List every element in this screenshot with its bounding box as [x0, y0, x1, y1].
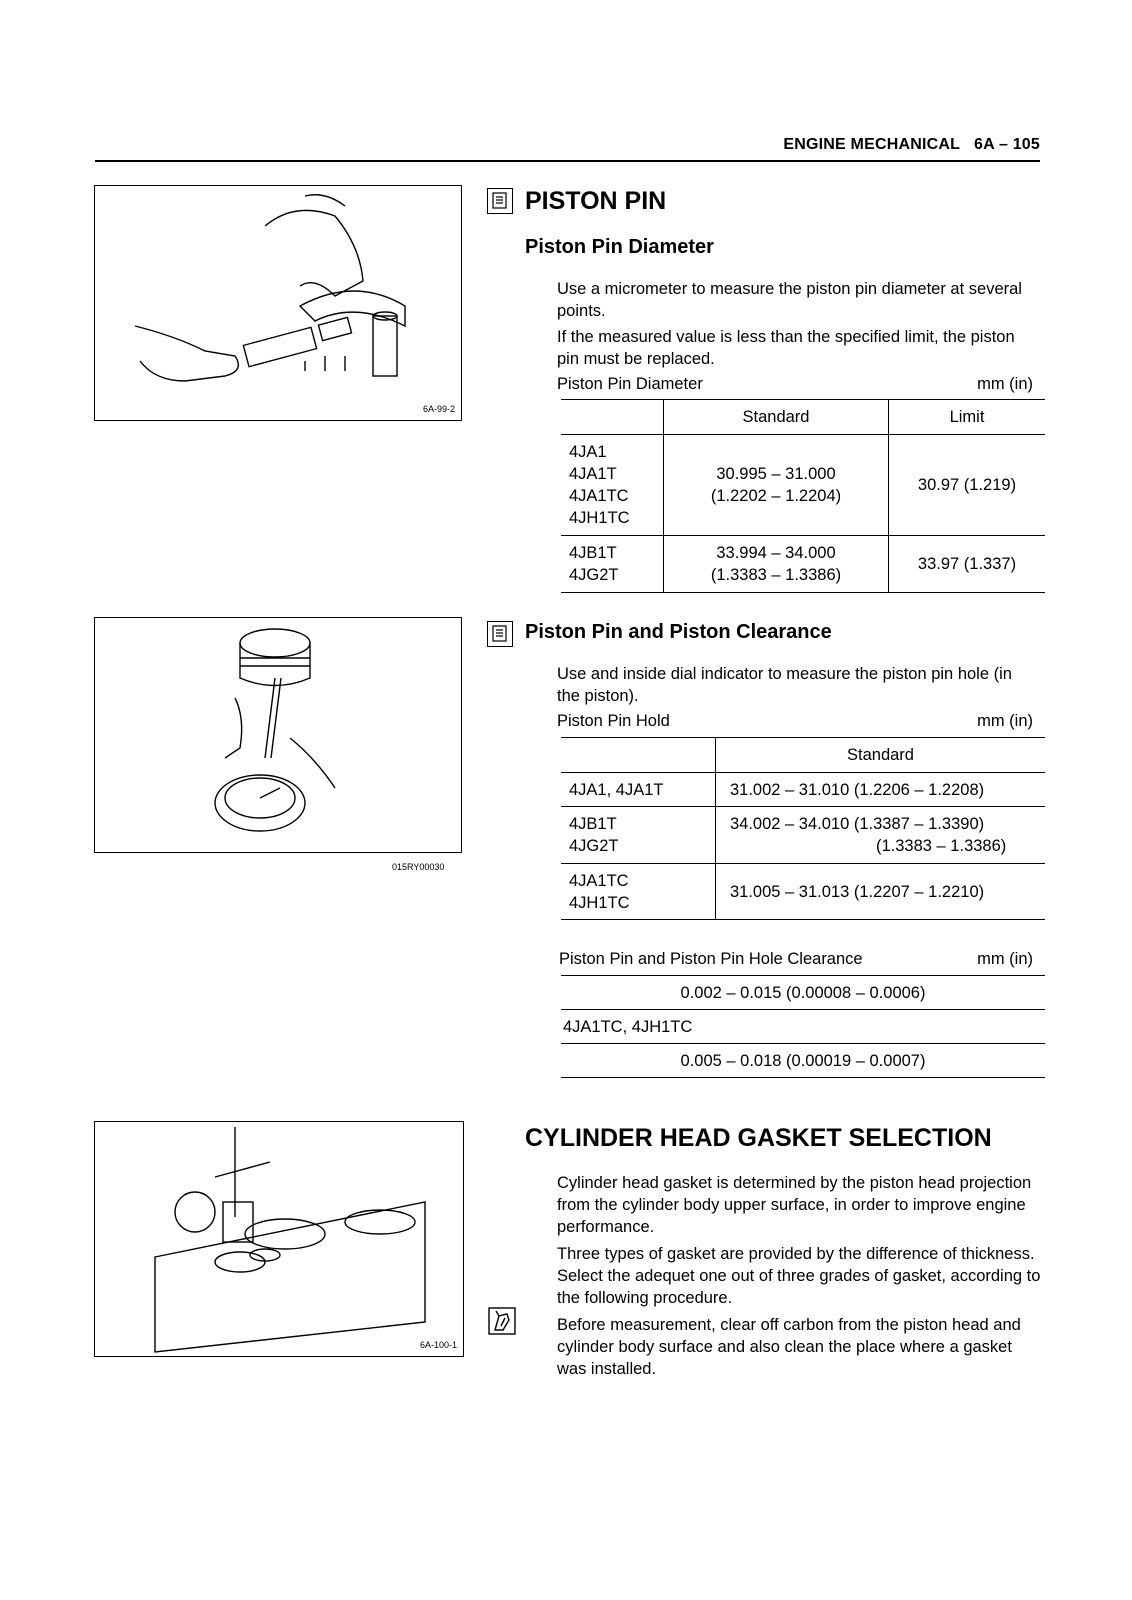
page-header [783, 136, 1040, 154]
standard-value: 31.002 – 31.010 (1.2206 – 1.2208) [730, 780, 985, 799]
piston-pin-diameter-table [561, 399, 1045, 593]
figure-caption: 6A-99-2 [422, 404, 455, 414]
subsection-title-pin-diameter: Piston Pin Diameter [525, 236, 714, 258]
clearance-value: 0.005 – 0.018 (0.00019 – 0.0007) [680, 1051, 926, 1070]
gasket-measurement-illustration [95, 1122, 463, 1356]
table-caption [557, 375, 1033, 394]
table-row [561, 864, 1045, 920]
paragraph: Three types of gasket are provided by the difference of thickness. Select the adequet one out of three grades of gasket, according to the following procedure. [557, 1245, 1041, 1307]
section-title-gasket-selection: CYLINDER HEAD GASKET SELECTION [525, 1124, 992, 1152]
model: 4JA1TC [569, 871, 629, 890]
model: 4JA1TC, 4JH1TC [563, 1017, 693, 1036]
header-section: ENGINE MECHANICAL [783, 136, 961, 153]
standard-value: 30.995 – 31.000 [716, 465, 836, 483]
table-unit: mm (in) [977, 950, 1033, 968]
standard-value: 33.994 – 34.000 [716, 544, 836, 562]
model: 4JH1TC [569, 509, 630, 527]
table-row [561, 807, 1045, 864]
model: 4JG2T [569, 566, 619, 584]
figure-gasket-measurement [94, 1121, 464, 1357]
table-row [561, 773, 1045, 807]
standard-value: (1.2202 – 1.2204) [710, 487, 842, 505]
standard-value: 31.005 – 31.013 (1.2207 – 1.2210) [730, 882, 985, 901]
column-header-standard: Standard [716, 738, 1046, 773]
paragraph: If the measured value is less than the specified limit, the piston pin must be replaced. [557, 328, 1015, 368]
header-page-number: 6A – 105 [974, 136, 1040, 153]
paragraph: Cylinder head gasket is determined by the piston head projection from the cylinder body upper surface, in order to improve engine performance. [557, 1174, 1032, 1236]
model: 4JH1TC [569, 893, 630, 912]
piston-pin-hole-table [561, 737, 1045, 920]
cleaning-icon [487, 1306, 517, 1336]
table-title: Piston Pin Hold [557, 712, 670, 730]
figure-dial-indicator [94, 617, 462, 853]
table-header-row [561, 400, 1045, 435]
model: 4JA1, 4JA1T [569, 780, 664, 799]
figure-caption: 6A-100-1 [419, 1340, 457, 1350]
header-rule [95, 160, 1040, 162]
service-manual-icon [487, 188, 513, 214]
limit-value: 33.97 (1.337) [889, 536, 1046, 593]
table-row [561, 536, 1045, 593]
dial-indicator-illustration [95, 618, 461, 852]
standard-value: (1.3383 – 1.3386) [876, 837, 1007, 855]
table-title: Piston Pin and Piston Pin Hole Clearance [559, 950, 863, 968]
micrometer-illustration [95, 186, 461, 420]
table-row [561, 1044, 1045, 1078]
table-row [561, 435, 1045, 536]
figure-micrometer [94, 185, 462, 421]
table-caption [559, 950, 1033, 969]
standard-value: 34.002 – 34.010 (1.3387 – 1.3390) [730, 815, 985, 833]
table-header-row [561, 738, 1045, 773]
service-manual-icon [487, 621, 513, 647]
subsection-title-clearance: Piston Pin and Piston Clearance [525, 621, 832, 643]
model: 4JA1 [569, 443, 607, 461]
paragraph: Use a micrometer to measure the piston pin diameter at several points. [557, 280, 1022, 320]
table-row [561, 1010, 1045, 1044]
standard-value: (1.3383 – 1.3386) [710, 566, 842, 584]
model: 4JA1TC [569, 487, 629, 505]
clearance-table [561, 975, 1045, 1078]
table-unit: mm (in) [977, 712, 1033, 730]
column-header-standard: Standard [664, 400, 889, 435]
clearance-value: 0.002 – 0.015 (0.00008 – 0.0006) [680, 983, 926, 1002]
model: 4JB1T [569, 544, 617, 562]
table-unit: mm (in) [977, 375, 1033, 393]
table-title: Piston Pin Diameter [557, 375, 703, 393]
paragraph: Before measurement, clear off carbon from the piston head and cylinder body surface and also clean the place where a gasket was installed. [557, 1316, 1021, 1378]
column-header-limit: Limit [889, 400, 1046, 435]
figure-caption: 015RY00030 [392, 862, 445, 872]
section-title-piston-pin: PISTON PIN [525, 187, 667, 215]
table-row [561, 976, 1045, 1010]
limit-value: 30.97 (1.219) [889, 435, 1046, 536]
table-caption [557, 712, 1033, 731]
model: 4JB1T [569, 815, 617, 833]
model: 4JG2T [569, 837, 619, 855]
model: 4JA1T [569, 465, 617, 483]
paragraph: Use and inside dial indicator to measure the piston pin hole (in the piston). [557, 665, 1012, 705]
